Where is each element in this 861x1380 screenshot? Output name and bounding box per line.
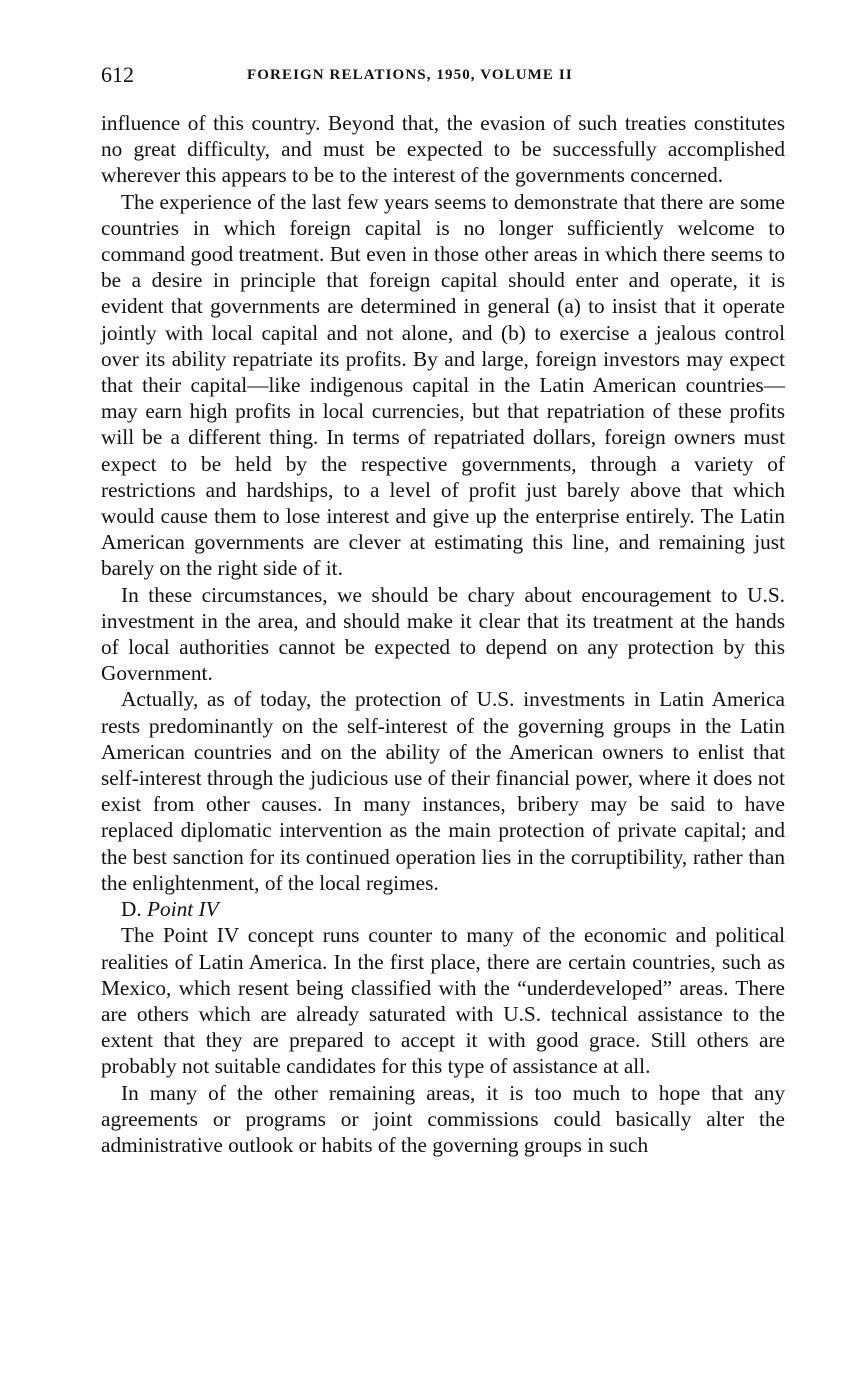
paragraph: The Point IV concept runs counter to many of the economic and political realities of Latin America. In the first place, there are certain countries, such as Mexico, which resent being classified with the “underdeveloped” areas. There are others which are already saturated with U.S. technical assistance to the extent that they are prepared to accept it with good grace. Still others are probably not suitable candidates for this type of assistance at all. [101,923,785,1079]
running-head: FOREIGN RELATIONS, 1950, VOLUME II [247,67,573,83]
section-heading [101,896,785,922]
paragraph: In these circumstances, we should be chary about encouragement to U.S. investment in the area, and should make it clear that its treatment at the hands of local authorities cannot be expected to depend on any protection by this Government. [101,582,785,686]
paragraph: In many of the other remaining areas, it is too much to hope that any agreements or programs or joint commissions could basically alter the administrative outlook or habits of the governing groups in such [101,1080,785,1157]
paragraph: influence of this country. Beyond that, the evasion of such treaties constitutes no great difficulty, and must be expected to be successfully accomplished wherever this appears to be to the interest of the governments concerned. [101,111,785,188]
paragraph: Actually, as of today, the protection of U.S. investments in Latin America rests predominantly on the self-interest of the governing groups in the Latin American countries and on the ability of the American owners to enlist that self-interest through the judicious use of their financial power, where it does not exist from other causes. In many instances, bribery may be said to have replaced diplomatic intervention as the main protection of private capital; and the best sanction for its continued operation lies in the corruptibility, rather than the enlightenment, of the local regimes. [101,687,785,895]
paragraph: The experience of the last few years seems to demonstrate that there are some countries in which foreign capital is no longer sufficiently welcome to command good treatment. But even in those other areas in which there seems to be a desire in principle that foreign capital should enter and operate, it is evident that governments are determined in general (a) to insist that it operate jointly with local capital and not alone, and (b) to exercise a jealous control over its ability repatriate its profits. By and large, foreign investors may expect that their capital—like indigenous capital in the Latin American countries—may earn high profits in local currencies, but that repatriation of these profits will be a different thing. In terms of repatriated dollars, foreign owners must expect to be held by the respective governments, through a variety of restrictions and hardships, to a level of profit just barely above that which would cause them to lose interest and give up the enterprise entirely. The Latin American governments are clever at estimating this line, and remaining just barely on the right side of it. [101,189,785,581]
section-label: D. [121,897,142,922]
body-text [101,110,785,1158]
section-title: Point IV [147,897,219,922]
page-number: 612 [101,62,134,87]
page-header [101,62,791,92]
